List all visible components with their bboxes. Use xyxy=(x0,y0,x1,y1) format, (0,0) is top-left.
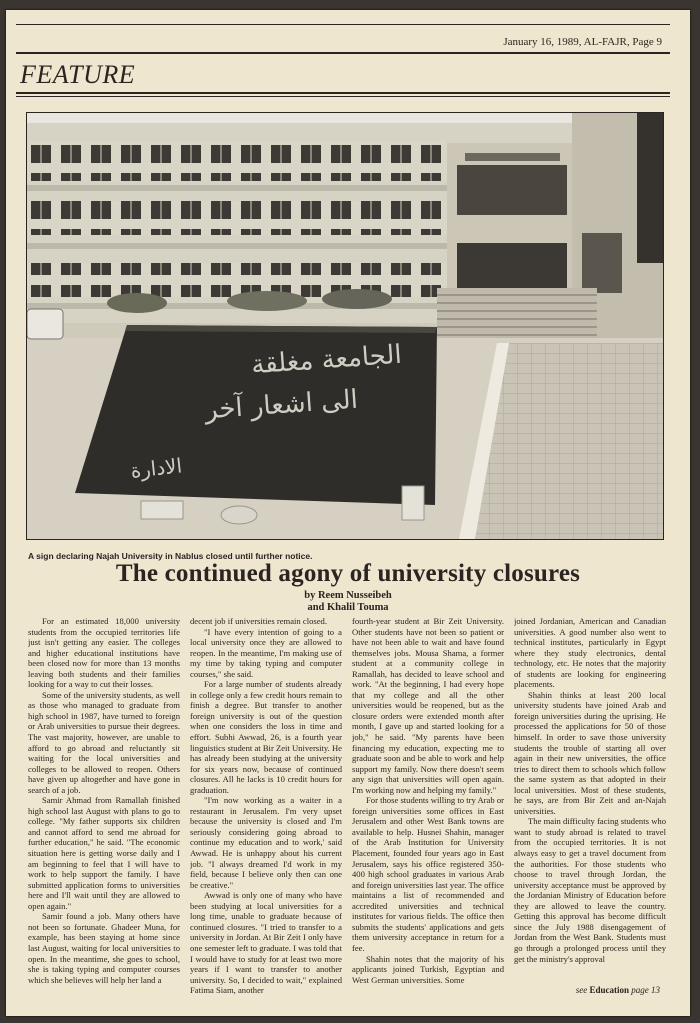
article-paragraph: For a large number of students already in college only a few credit hours remain to finish a degree. But transfer to another foreign university is out of the question when one considers the loss in time and effort. Subhi Awwad, 26, is a fourth year linguistics student at Bir Zeit University. He has already been studying at the university for six years now, because of continued closures. All he lacks is 10 credit hours for graduation. xyxy=(190,679,342,795)
article-paragraph: Awwad is only one of many who have been studying at local universities for a long time, unable to graduate because of continued closures. "I tried to transfer to a university in Jordan. At Bir Zeit I only have one semester left to graduate. I was told that I would have to study for at least two more years if I want to transfer to another university. So, I decided to wait," explained Fatima Siam, another xyxy=(190,890,342,996)
article-column-1 xyxy=(28,616,180,1012)
dateline: January 16, 1989, AL-FAJR, Page 9 xyxy=(503,36,662,48)
continuation-reference[interactable] xyxy=(576,985,660,995)
article-paragraph: Samir found a job. Many others have not been so fortunate. Ghadeer Muna, for example, has been staying at home since last August, waiting for local universities to open. In the meantime, she goes to school, she is taking typing and computer courses which she believes will help her land a xyxy=(28,911,180,985)
article-paragraph: decent job if universities remain closed. xyxy=(190,616,327,626)
section-rule xyxy=(16,92,670,94)
sign-text-line-3: الادارة xyxy=(129,453,184,483)
header-top-rule xyxy=(16,24,670,25)
continuation-page: page 13 xyxy=(631,985,660,995)
article-paragraph: joined Jordanian, American and Canadian universities. A good number also went to technical institutes, particularly in Egypt where they study electronics, dental technology, etc. He notes that the majority of students are looking for engineering placements. xyxy=(514,616,666,690)
continuation-prefix: see xyxy=(575,985,588,995)
sign-text-line-1: الجامعة مغلقة xyxy=(250,339,403,381)
article-column-4 xyxy=(514,616,666,1012)
article-paragraph: Samir Ahmad from Ramallah finished high school last August with plans to go to college. "My father supports six children and cannot afford to send me abroad for further education," he said. "The economic situation here is getting worse daily and I am beginning to feel that I will have to work to help support the family. I have submitted application forms to universities here and I'll wait until they are allowed to open again." xyxy=(28,795,180,911)
news-photo xyxy=(26,112,664,540)
article-paragraph: The main difficulty facing students who want to study abroad is related to travel from the occupied territories. It is not always easy to get a travel document from the authorities. For those students who choose to travel through Jordan, the university acceptance must be approved by the Jordanian Ministry of Education before they are allowed to leave the country. Getting this approval has become difficult since the July 1988 disengagement of Jordan from the West Bank. Students must go through a prolonged process until they get the ministry's approval xyxy=(514,816,666,964)
article-paragraph: For those students willing to try Arab or foreign universities some offices in East Jerusalem and other West Bank towns are available to help. Husnei Shahin, manager of the Arab Institution for University Placement, founded four years ago in East Jerusalem, says his office registered 350-400 high school graduates in various Arab and foreign universities last year. The office maintains a list of recommended and accredited universities and technical institutes for various fields. The office then submits the students' applications and gets them university acceptance in return for a fee. xyxy=(352,795,504,953)
newspaper-page xyxy=(6,10,690,1016)
byline-author-2: and Khalil Touma xyxy=(307,602,389,613)
article-paragraph: "I'm now working as a waiter in a restaurant in Jerusalem. I'm very upset because the university is closed and I'm seriously considering going abroad to continue my education and to work,' said Awwad. He is unhappy about his current job. "I always dreamed I'd work in my field, because I believe only then can one be creative." xyxy=(190,795,342,890)
headline: The continued agony of university closures xyxy=(115,560,581,587)
header-rule xyxy=(16,52,670,54)
article-column-3 xyxy=(352,616,504,1012)
article-paragraph: Shahin thinks at least 200 local university students have joined Arab and foreign universities during the uprising. He processed the applications for 50 of those himself. In order to save those university students the trouble of starting all over again in their new universities, the office tries to direct them to schools which follow the same system as that adopted in their local universities. Most of these students, he says, are from Bir Zeit and an-Najah universities. xyxy=(514,689,666,816)
photo-scene xyxy=(27,113,663,539)
sign-text-line-2: الى اشعار آخر xyxy=(204,384,359,426)
article-paragraph: For an estimated 18,000 university students from the occupied territories life just isn't getting any easier. The colleges and higher educational institutions have been closed now for more than 13 months leaving both students and their families looking for a way to cut their losses. xyxy=(28,616,180,690)
section-rule-thin xyxy=(16,96,670,97)
article-column-2 xyxy=(190,616,342,1012)
byline-author-1: by Reem Nusseibeh xyxy=(304,590,392,601)
article-paragraph: fourth-year student at Bir Zeit University. Other students have not been so patient or have not been able to wait and have found themselves jobs. Mousa Shama, a former student at a community college in Ramallah, has decided to leave school and work. "At the beginning, I had every hope that my college and all the other universities would be reopened, but as the closure orders were extended month after month, I gave up and started looking for a job," he said. "My parents have been financing my education, expecting me to graduate soon and be able to work and help support my family. Now there doesn't seem any sign that universities will open again. I'm working now and helping my family." xyxy=(352,616,504,795)
continuation-section: Education xyxy=(589,985,629,995)
section-title: FEATURE xyxy=(20,60,136,89)
article-paragraph: "I have every intention of going to a local university once they are allowed to reopen. In the meantime, I'm making use of my time by taking typing and computer courses," she said. xyxy=(190,626,342,679)
article-paragraph: Some of the university students, as well as those who managed to graduate from high school in 1987, have turned to foreign or Arab universities to pursue their degrees. The vast majority, however, are unable to afford to go abroad and reluctantly sit waiting for the local universities and colleges to be allowed to reopen. Others have given up altogether and have gone in search of a job. xyxy=(28,689,180,795)
article-paragraph: Shahin notes that the majority of his applicants joined Turkish, Egyptian and West German universities. Some xyxy=(352,953,504,985)
photo-caption: A sign declaring Najah University in Nablus closed until further notice. xyxy=(28,551,313,561)
